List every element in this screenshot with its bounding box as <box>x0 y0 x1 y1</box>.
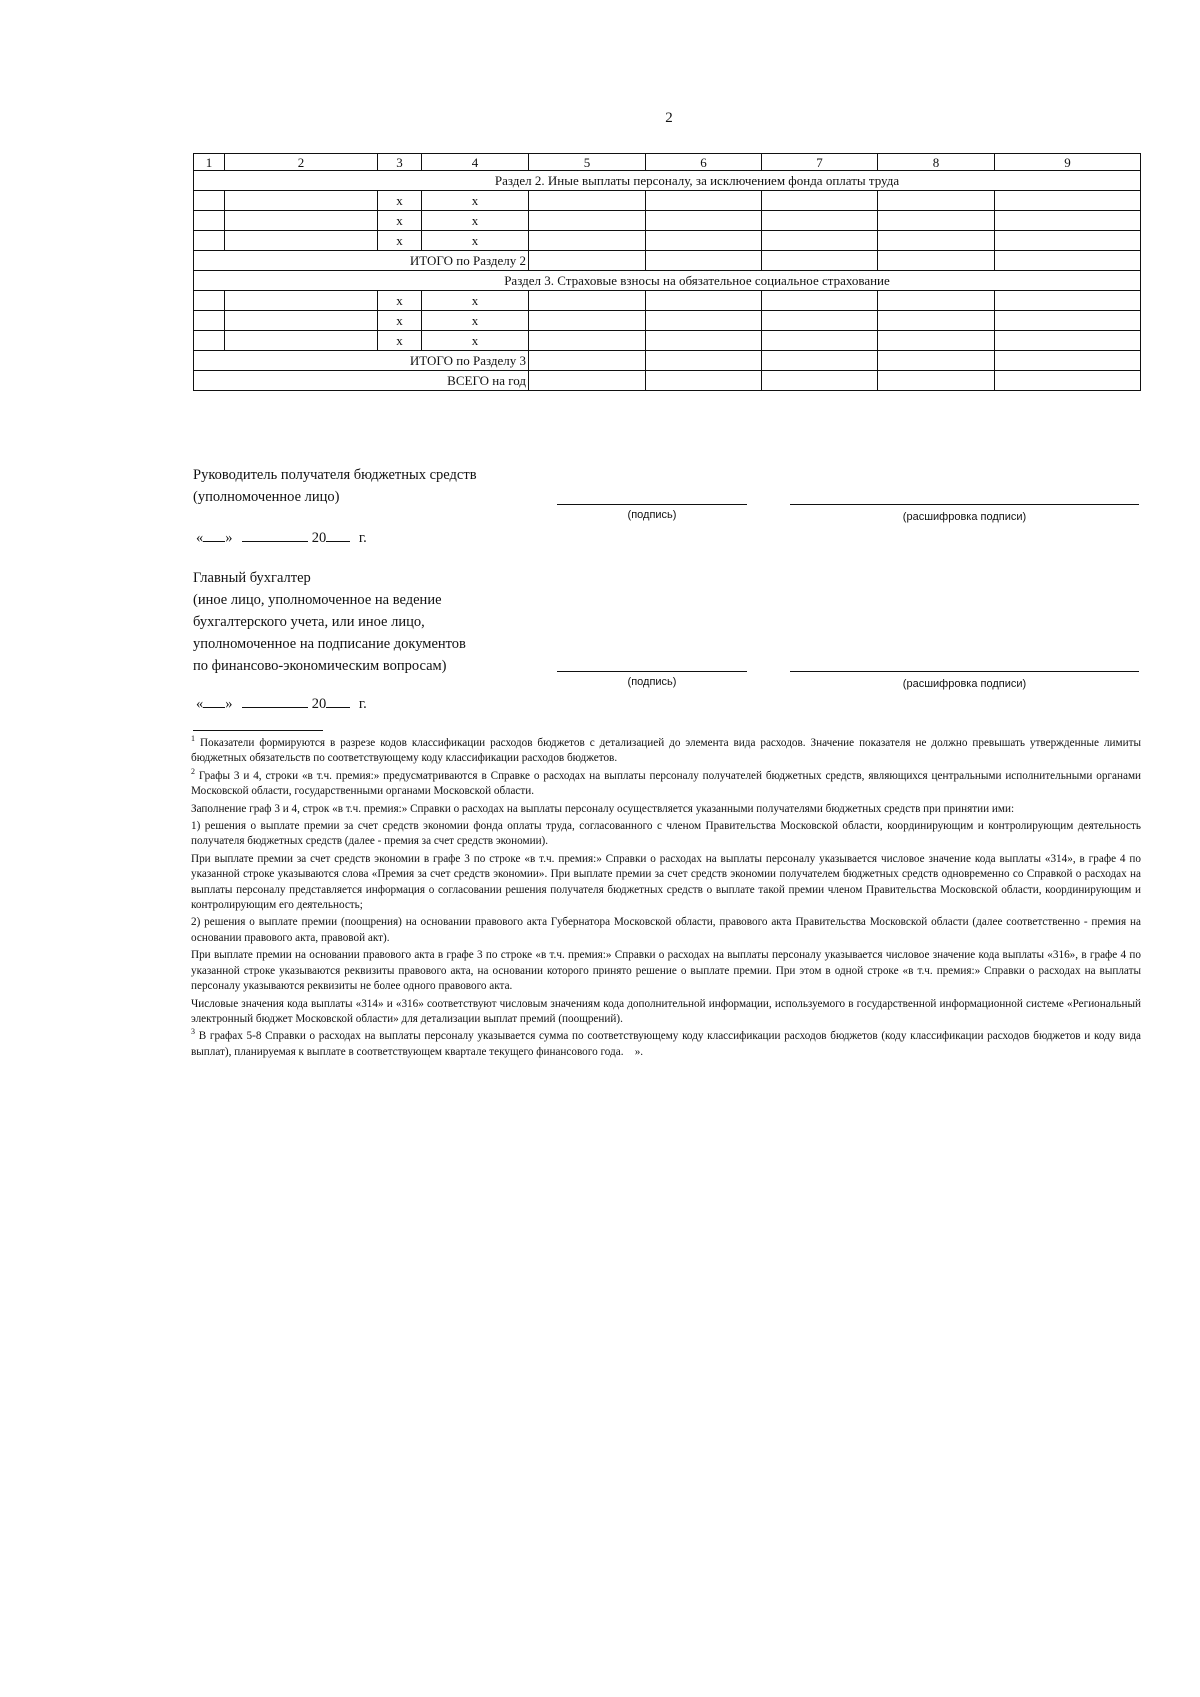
date-open-quote: « <box>196 696 204 712</box>
accountant-line: уполномоченное на подписание документов <box>193 636 466 652</box>
column-number: 5 <box>529 154 646 171</box>
x-mark: x <box>378 231 422 251</box>
transcript-caption: (расшифровка подписи) <box>902 511 1027 523</box>
x-mark: x <box>378 331 422 351</box>
footnote-text: В графах 5-8 Справки о расходах на выплаты персоналу указывается сумма по соответствующему коду классификации расходов бюджетов (коду классификации расходов бюджетов и коду вида выплат), планируемая к выплате в соответствующем квартале текущего финансового года. <box>191 1030 1142 1058</box>
column-number: 2 <box>225 154 378 171</box>
accountant-signatory <box>193 567 466 677</box>
month-blank <box>242 693 308 708</box>
footnote-paragraph: 2) решения о выплате премии (поощрения) на основании правового акта Губернатора Московской области, правового акта Правительства Московской области (далее соответственно - премия на основании правового акта, правовой акт). <box>191 916 1141 944</box>
column-number-row <box>194 154 1141 171</box>
day-blank <box>203 693 225 708</box>
signature-caption: (подпись) <box>627 676 677 688</box>
total-row <box>194 251 1141 271</box>
column-number: 9 <box>995 154 1141 171</box>
head-title: Руководитель получателя бюджетных средств <box>193 467 477 483</box>
table-row <box>194 191 1141 211</box>
footnote-paragraph: При выплате премии на основании правового акта в графе 3 по строке «в т.ч. премия:» Справки о расходах на выплаты персоналу указывается числовое значение кода выплаты «316», в графе 4 по указанной строке указываются реквизиты правового акта, на основании которого принято решение о выплате премии. При этом в одной строке «в т.ч. премия:» Справки о расходах на выплаты персоналу указываются реквизиты не более одного правового акта. <box>191 949 1141 993</box>
signature-line <box>557 504 747 505</box>
head-date-line <box>196 527 367 547</box>
accountant-line: по финансово-экономическим вопросам) <box>193 658 447 674</box>
section2-total-label: ИТОГО по Разделу 2 <box>194 251 529 271</box>
table-row <box>194 211 1141 231</box>
signature-line <box>557 671 747 672</box>
signature-caption: (подпись) <box>627 509 677 521</box>
column-number: 8 <box>878 154 995 171</box>
closing-quote: ». <box>634 1045 644 1058</box>
footnote-1 <box>191 736 1141 767</box>
footnote-separator <box>193 730 323 731</box>
x-mark: x <box>422 231 529 251</box>
footnote-3 <box>191 1029 1141 1060</box>
table-row <box>194 311 1141 331</box>
section2-title: Раздел 2. Иные выплаты персоналу, за исключением фонда оплаты труда <box>194 171 1141 191</box>
transcript-line <box>790 671 1139 672</box>
year-suffix: г. <box>358 696 367 712</box>
accountant-date-line <box>196 693 367 713</box>
accountant-line: Главный бухгалтер <box>193 570 311 586</box>
column-number: 1 <box>194 154 225 171</box>
date-close-quote: » <box>225 696 233 712</box>
table-row <box>194 331 1141 351</box>
footnote-paragraph: 1) решения о выплате премии за счет средств экономии фонда оплаты труда, согласованного с членом Правительства Московской области, координирующим и контролирующим деятельность получателя бюджетных средств (далее - премия за счет средств экономии). <box>191 820 1141 848</box>
year-blank <box>326 527 350 542</box>
year-suffix: г. <box>358 530 367 546</box>
year-blank <box>326 693 350 708</box>
column-number: 7 <box>762 154 878 171</box>
footnote-paragraph: При выплате премии за счет средств экономии в графе 3 по строке «в т.ч. премия:» Справки о расходах на выплаты персоналу указывается числовое значение кода выплаты «314», в графе 4 по указанной строке указываются слова «Премия за счет средств экономии». При выплате премии за счет средств экономии получателем бюджетных средств одновременно со Справкой о расходах на выплаты персоналу представляется информация о согласовании решения получателя бюджетных средств о выплате такой премии членом Правительства Московской области, координирующим и контролирующим его деятельность; <box>191 852 1141 912</box>
day-blank <box>203 527 225 542</box>
transcript-line <box>790 504 1139 505</box>
footnote-text: Показатели формируются в разрезе кодов классификации расходов бюджетов с детализацией до элемента вида расходов. Значение показателя не должно превышать утвержденные лимиты бюджетных обязательств по соответствующему коду классификации расходов бюджетов. <box>191 737 1142 765</box>
accountant-line: бухгалтерского учета, или иное лицо, <box>193 614 425 630</box>
page-number: 2 <box>665 110 673 126</box>
date-close-quote: » <box>225 530 233 546</box>
date-open-quote: « <box>196 530 204 546</box>
month-blank <box>242 527 308 542</box>
section-header-row <box>194 171 1141 191</box>
x-mark: x <box>378 211 422 231</box>
footnote-paragraph: Заполнение граф 3 и 4, строк «в т.ч. премия:» Справки о расходах на выплаты персоналу осуществляется указанными получателями бюджетных средств при принятии ими: <box>191 802 1015 815</box>
grand-total-label: ВСЕГО на год <box>194 371 529 391</box>
x-mark: x <box>378 191 422 211</box>
footnotes <box>191 736 1141 1062</box>
x-mark: x <box>378 311 422 331</box>
footnote-text: Графы 3 и 4, строки «в т.ч. премия:» предусматриваются в Справке о расходах на выплаты персоналу получателей бюджетных средств, являющихся центральными исполнительными органами Московской области, государственными органами Московской области. <box>191 769 1142 798</box>
column-number: 3 <box>378 154 422 171</box>
footnote-marker: 2 <box>191 766 195 776</box>
footnote-paragraph: Числовые значения кода выплаты «314» и «316» соответствуют числовым значениям кода дополнительной информации, используемого в государственной информационной системе «Региональный электронный бюджет Московской области» для детализации выплат премий (поощрений). <box>191 997 1141 1025</box>
accountant-line: (иное лицо, уполномоченное на ведение <box>193 592 442 608</box>
x-mark: x <box>422 311 529 331</box>
total-row <box>194 351 1141 371</box>
year-prefix: 20 <box>311 530 327 546</box>
transcript-caption: (расшифровка подписи) <box>902 678 1027 690</box>
x-mark: x <box>378 291 422 311</box>
table-row <box>194 291 1141 311</box>
x-mark: x <box>422 331 529 351</box>
head-signatory <box>193 464 477 508</box>
expenses-table <box>193 153 1141 391</box>
grand-total-row <box>194 371 1141 391</box>
x-mark: x <box>422 291 529 311</box>
year-prefix: 20 <box>311 696 327 712</box>
section3-title: Раздел 3. Страховые взносы на обязательное социальное страхование <box>194 271 1141 291</box>
x-mark: x <box>422 211 529 231</box>
section3-total-label: ИТОГО по Разделу 3 <box>194 351 529 371</box>
footnote-marker: 1 <box>191 734 195 743</box>
footnote-2 <box>191 766 1142 800</box>
x-mark: x <box>422 191 529 211</box>
footnote-marker: 3 <box>191 1027 195 1037</box>
column-number: 6 <box>646 154 762 171</box>
table-row <box>194 231 1141 251</box>
head-subtitle: (уполномоченное лицо) <box>193 489 340 505</box>
column-number: 4 <box>422 154 529 171</box>
section-header-row <box>194 271 1141 291</box>
